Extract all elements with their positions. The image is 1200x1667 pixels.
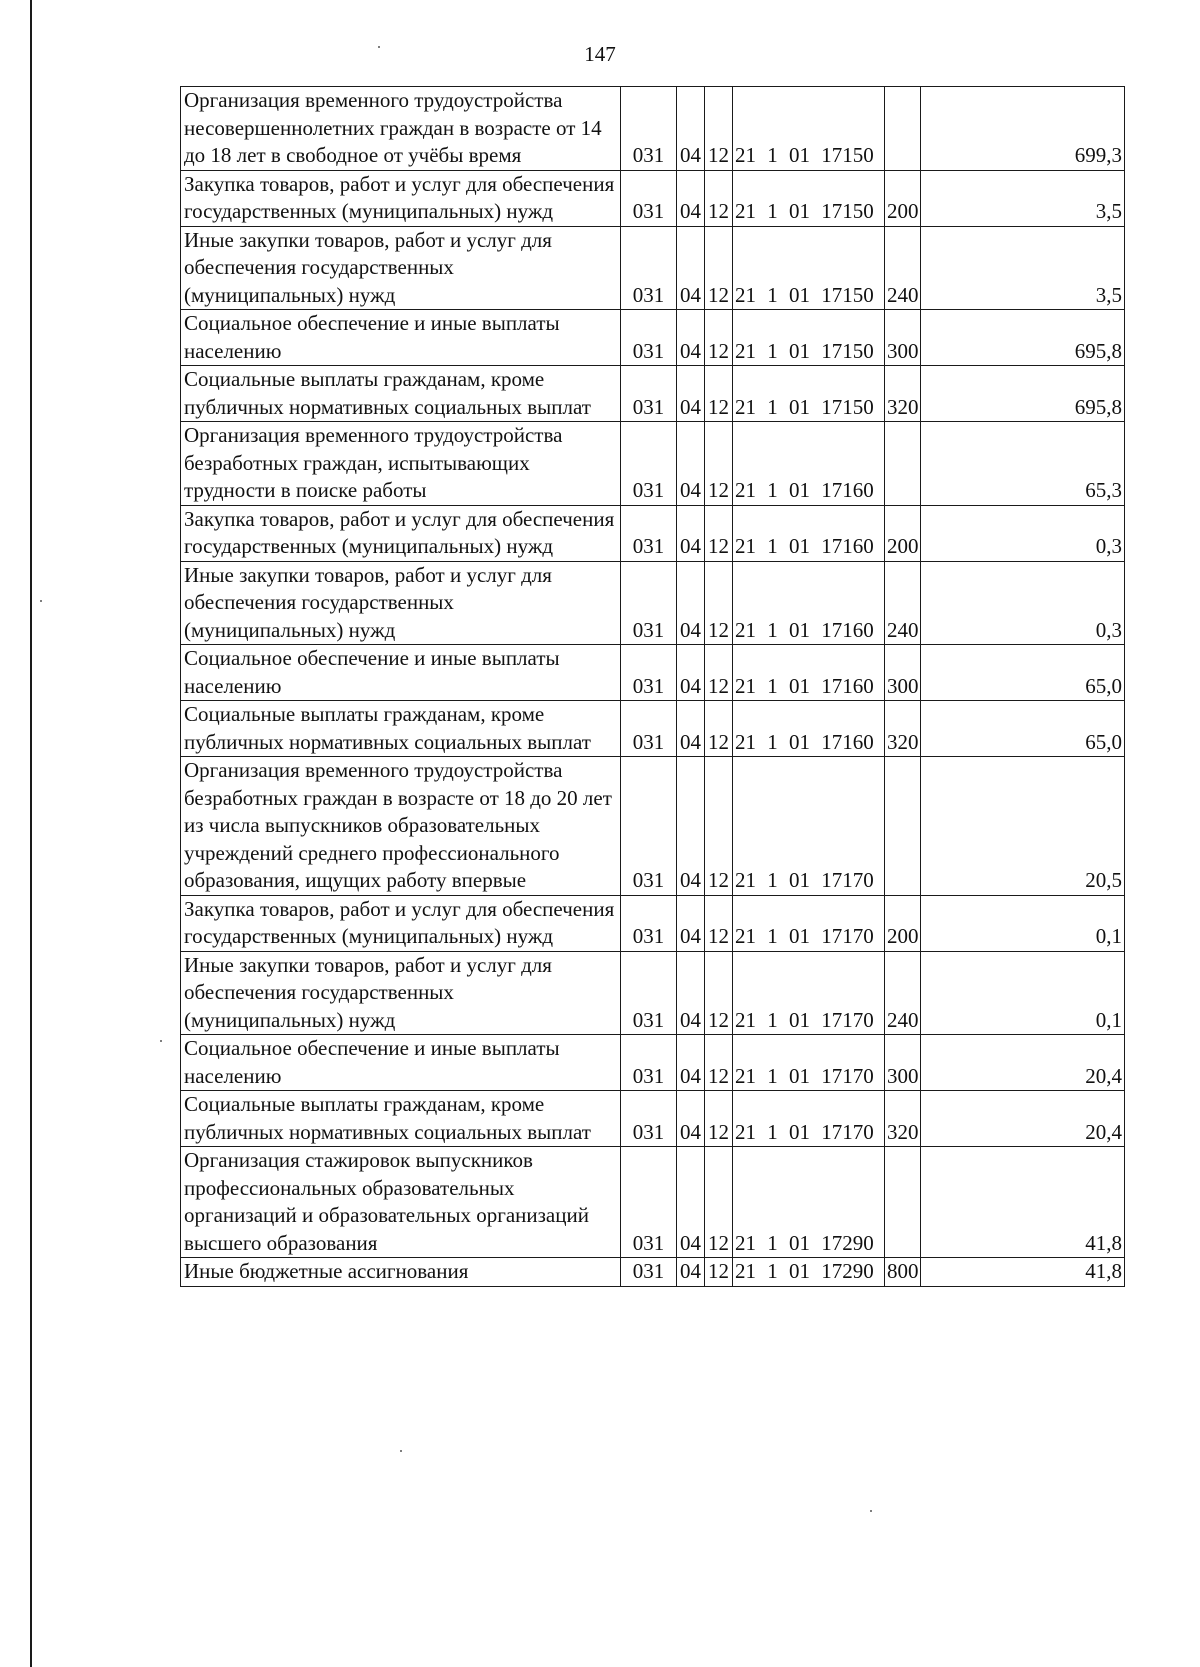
row-gr-code: 031 [621, 1258, 677, 1287]
row-section-code: 04 [677, 310, 705, 366]
row-name: Иные закупки товаров, работ и услуг для обеспечения государственных (муниципальных) нужд [181, 226, 621, 310]
row-name: Организация стажировок выпускников профессиональных образовательных организаций и образовательных организаций высшего образования [181, 1147, 621, 1258]
row-gr-code: 031 [621, 1035, 677, 1091]
row-amount: 65,0 [921, 701, 1125, 757]
row-subsection-code: 12 [705, 226, 733, 310]
row-target-article: 21 1 01 17170 [733, 1035, 885, 1091]
table-row [181, 1258, 1125, 1287]
row-target-article: 21 1 01 17170 [733, 757, 885, 896]
row-gr-code: 031 [621, 561, 677, 645]
row-expense-type [885, 422, 921, 506]
table-row [181, 170, 1125, 226]
page-number: 147 [584, 42, 616, 66]
row-amount: 695,8 [921, 310, 1125, 366]
row-subsection-code: 12 [705, 951, 733, 1035]
row-amount: 20,5 [921, 757, 1125, 896]
row-name: Социальные выплаты гражданам, кроме публичных нормативных социальных выплат [181, 701, 621, 757]
row-target-article: 21 1 01 17150 [733, 226, 885, 310]
table-row [181, 422, 1125, 506]
row-expense-type: 240 [885, 951, 921, 1035]
row-subsection-code: 12 [705, 1147, 733, 1258]
row-section-code: 04 [677, 505, 705, 561]
scan-speck [378, 46, 380, 48]
row-gr-code: 031 [621, 757, 677, 896]
row-name: Закупка товаров, работ и услуг для обеспечения государственных (муниципальных) нужд [181, 895, 621, 951]
row-expense-type: 200 [885, 895, 921, 951]
row-expense-type [885, 757, 921, 896]
row-subsection-code: 12 [705, 757, 733, 896]
row-gr-code: 031 [621, 87, 677, 171]
scan-speck [870, 1510, 872, 1512]
row-amount: 41,8 [921, 1147, 1125, 1258]
row-name: Социальные выплаты гражданам, кроме публичных нормативных социальных выплат [181, 1091, 621, 1147]
row-section-code: 04 [677, 1258, 705, 1287]
row-gr-code: 031 [621, 1091, 677, 1147]
table-row [181, 310, 1125, 366]
table-row [181, 1035, 1125, 1091]
row-target-article: 21 1 01 17150 [733, 87, 885, 171]
row-target-article: 21 1 01 17150 [733, 170, 885, 226]
row-section-code: 04 [677, 1035, 705, 1091]
row-subsection-code: 12 [705, 895, 733, 951]
row-section-code: 04 [677, 895, 705, 951]
row-expense-type: 320 [885, 701, 921, 757]
row-name: Иные закупки товаров, работ и услуг для обеспечения государственных (муниципальных) нужд [181, 561, 621, 645]
table-row [181, 951, 1125, 1035]
row-gr-code: 031 [621, 951, 677, 1035]
row-target-article: 21 1 01 17160 [733, 505, 885, 561]
row-subsection-code: 12 [705, 1091, 733, 1147]
row-expense-type: 800 [885, 1258, 921, 1287]
row-name: Организация временного трудоустройства безработных граждан, испытывающих трудности в поиске работы [181, 422, 621, 506]
scan-speck [400, 1450, 402, 1452]
row-section-code: 04 [677, 1091, 705, 1147]
row-section-code: 04 [677, 757, 705, 896]
row-target-article: 21 1 01 17150 [733, 366, 885, 422]
row-expense-type: 300 [885, 310, 921, 366]
table-row [181, 645, 1125, 701]
row-subsection-code: 12 [705, 310, 733, 366]
row-target-article: 21 1 01 17160 [733, 701, 885, 757]
row-subsection-code: 12 [705, 505, 733, 561]
row-section-code: 04 [677, 170, 705, 226]
row-target-article: 21 1 01 17150 [733, 310, 885, 366]
row-subsection-code: 12 [705, 1258, 733, 1287]
row-name: Организация временного трудоустройства несовершеннолетних граждан в возрасте от 14 до 18 лет в свободное от учёбы время [181, 87, 621, 171]
row-gr-code: 031 [621, 226, 677, 310]
row-amount: 0,1 [921, 951, 1125, 1035]
row-name: Социальное обеспечение и иные выплаты населению [181, 310, 621, 366]
table-row [181, 366, 1125, 422]
row-subsection-code: 12 [705, 645, 733, 701]
row-name: Организация временного трудоустройства безработных граждан в возрасте от 18 до 20 лет из числа выпускников образовательных учреждений среднего профессионального образования, ищущих работу впервые [181, 757, 621, 896]
row-subsection-code: 12 [705, 366, 733, 422]
row-expense-type: 240 [885, 226, 921, 310]
row-target-article: 21 1 01 17170 [733, 895, 885, 951]
row-amount: 65,0 [921, 645, 1125, 701]
row-expense-type: 320 [885, 366, 921, 422]
row-section-code: 04 [677, 951, 705, 1035]
scan-speck [40, 600, 42, 602]
row-subsection-code: 12 [705, 422, 733, 506]
row-expense-type: 200 [885, 505, 921, 561]
row-name: Закупка товаров, работ и услуг для обеспечения государственных (муниципальных) нужд [181, 505, 621, 561]
row-section-code: 04 [677, 366, 705, 422]
row-subsection-code: 12 [705, 170, 733, 226]
table-row [181, 226, 1125, 310]
row-expense-type: 300 [885, 1035, 921, 1091]
table-row [181, 1147, 1125, 1258]
row-subsection-code: 12 [705, 561, 733, 645]
row-gr-code: 031 [621, 505, 677, 561]
row-expense-type: 320 [885, 1091, 921, 1147]
row-section-code: 04 [677, 1147, 705, 1258]
row-gr-code: 031 [621, 310, 677, 366]
row-expense-type: 300 [885, 645, 921, 701]
row-amount: 20,4 [921, 1091, 1125, 1147]
scan-edge-line [30, 0, 32, 1667]
row-subsection-code: 12 [705, 701, 733, 757]
row-gr-code: 031 [621, 170, 677, 226]
budget-table [180, 86, 1125, 1287]
row-subsection-code: 12 [705, 1035, 733, 1091]
row-gr-code: 031 [621, 1147, 677, 1258]
row-name: Закупка товаров, работ и услуг для обеспечения государственных (муниципальных) нужд [181, 170, 621, 226]
row-amount: 20,4 [921, 1035, 1125, 1091]
row-section-code: 04 [677, 701, 705, 757]
row-gr-code: 031 [621, 645, 677, 701]
row-section-code: 04 [677, 645, 705, 701]
row-target-article: 21 1 01 17170 [733, 951, 885, 1035]
row-target-article: 21 1 01 17290 [733, 1258, 885, 1287]
row-amount: 695,8 [921, 366, 1125, 422]
row-amount: 65,3 [921, 422, 1125, 506]
table-row [181, 87, 1125, 171]
row-amount: 3,5 [921, 226, 1125, 310]
row-gr-code: 031 [621, 701, 677, 757]
table-row [181, 701, 1125, 757]
table-row [181, 757, 1125, 896]
row-gr-code: 031 [621, 366, 677, 422]
row-section-code: 04 [677, 226, 705, 310]
row-target-article: 21 1 01 17160 [733, 645, 885, 701]
row-amount: 3,5 [921, 170, 1125, 226]
row-name: Иные закупки товаров, работ и услуг для обеспечения государственных (муниципальных) нужд [181, 951, 621, 1035]
row-target-article: 21 1 01 17160 [733, 561, 885, 645]
table-row [181, 505, 1125, 561]
row-section-code: 04 [677, 422, 705, 506]
row-gr-code: 031 [621, 422, 677, 506]
row-target-article: 21 1 01 17290 [733, 1147, 885, 1258]
row-expense-type [885, 1147, 921, 1258]
row-subsection-code: 12 [705, 87, 733, 171]
row-gr-code: 031 [621, 895, 677, 951]
row-expense-type [885, 87, 921, 171]
table-row [181, 561, 1125, 645]
table-row [181, 1091, 1125, 1147]
row-name: Иные бюджетные ассигнования [181, 1258, 621, 1287]
row-target-article: 21 1 01 17170 [733, 1091, 885, 1147]
row-name: Социальное обеспечение и иные выплаты населению [181, 1035, 621, 1091]
row-amount: 0,3 [921, 505, 1125, 561]
row-expense-type: 200 [885, 170, 921, 226]
row-name: Социальное обеспечение и иные выплаты населению [181, 645, 621, 701]
row-amount: 699,3 [921, 87, 1125, 171]
row-amount: 0,1 [921, 895, 1125, 951]
row-section-code: 04 [677, 87, 705, 171]
row-amount: 41,8 [921, 1258, 1125, 1287]
table-row [181, 895, 1125, 951]
row-target-article: 21 1 01 17160 [733, 422, 885, 506]
row-name: Социальные выплаты гражданам, кроме публичных нормативных социальных выплат [181, 366, 621, 422]
row-section-code: 04 [677, 561, 705, 645]
row-expense-type: 240 [885, 561, 921, 645]
scan-speck [160, 1040, 162, 1042]
row-amount: 0,3 [921, 561, 1125, 645]
